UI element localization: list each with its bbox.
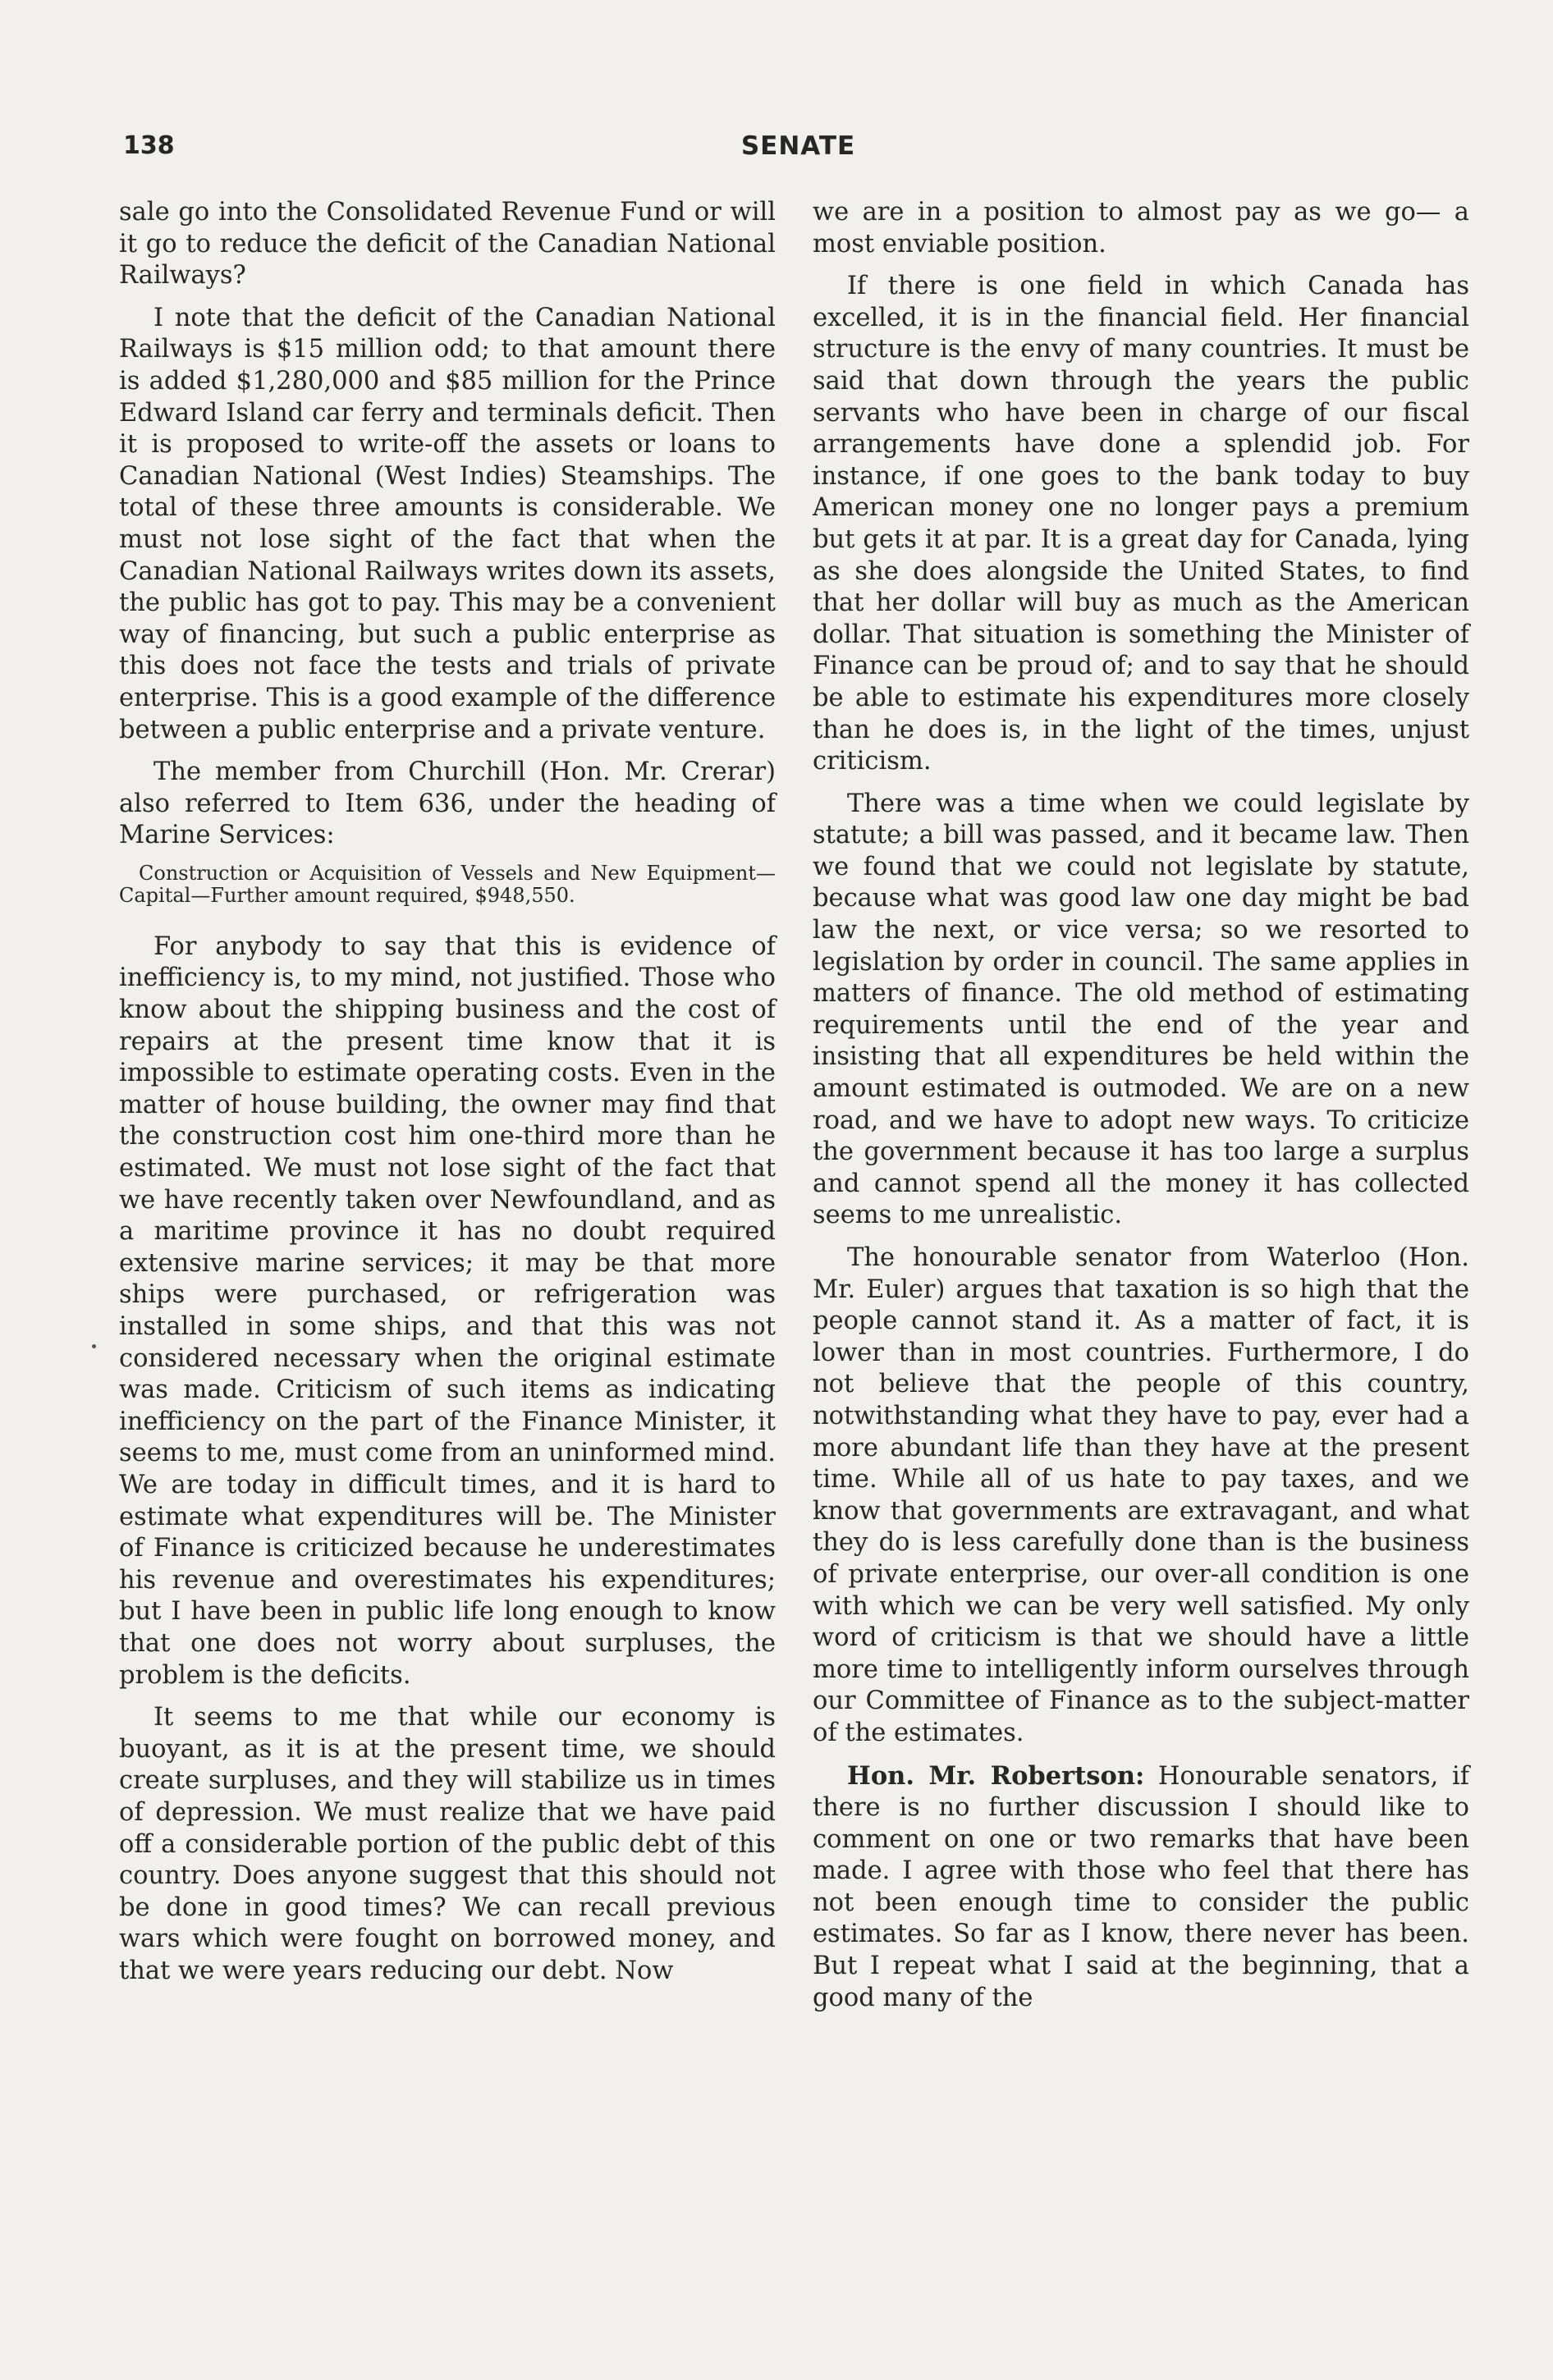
margin-mark: [92, 1344, 96, 1348]
speaker-paragraph: [813, 1760, 1469, 2015]
paragraph: It seems to me that while our economy is buoyant, as it is at the present time, we should create surpluses, and they will stabilize us in times of depression. We must realize that we have paid off a considerable portion of the public debt of this country. Does anyone suggest that this should not be done in good times? We can recall previous wars which were fought on borrowed money, and that we were years reducing our debt. Now: [119, 1703, 776, 1985]
speech-text: Honourable senators, if there is no further discussion I should like to comment on one or two remarks that have been made. I agree with those who feel that there has not been enough time to consider the public estimates. So far as I know, there never has been. But I repeat what I said at the beginning, that a good many of the: [813, 1761, 1470, 2012]
page-number: 138: [123, 131, 175, 160]
paragraph: If there is one field in which Canada has excelled, it is in the financial field. Her financial structure is the envy of many countries. It must be said that down through the years the public servants who have been in charge of our fiscal arrangements have done a splendid job. For instance, if one goes to the bank today to buy American money one no longer pays a premium but gets it at par. It is a great day for Canada, lying as she does alongside the United States, to find that her dollar will buy as much as the American dollar. That situation is something the Minister of Finance can be proud of; and to say that he should be able to estimate his expenditures more closely than he does is, in the light of the times, unjust criticism.: [813, 272, 1469, 776]
paragraph: The member from Churchill (Hon. Mr. Crerar) also referred to Item 636, under the heading of Marine Services:: [119, 757, 776, 850]
estimate-item-quote: Construction or Acquisition of Vessels and New Equipment—Capital—Further amount required, $948,550.: [119, 861, 776, 907]
paragraph: The honourable senator from Waterloo (Hon. Mr. Euler) argues that taxation is so high that the people cannot stand it. As a matter of fact, it is lower than in most countries. Furthermore, I do not believe that the people of this country, notwithstanding what they have to pay, ever had a more abundant life than they have at the present time. While all of us hate to pay taxes, and we know that governments are extravagant, and what they do is less carefully done than is the business of private enterprise, our over-all condition is one with which we can be very well satisfied. My only word of criticism is that we should have a little more time to intelligently inform ourselves through our Committee of Finance as to the subject-matter of the estimates.: [813, 1243, 1469, 1747]
paragraph: For anybody to say that this is evidence of inefficiency is, to my mind, not justified. Those who know about the shipping business and the cost of repairs at the present time know that it is impossible to estimate operating costs. Even in the matter of house building, the owner may find that the construction cost him one-third more than he estimated. We must not lose sight of the fact that we have recently taken over Newfoundland, and as a maritime province it has no doubt required extensive marine services; it may be that more ships were purchased, or refrigeration was installed in some ships, and that this was not considered necessary when the original estimate was made. Criticism of such items as indicating inefficiency on the part of the Finance Minister, it seems to me, must come from an uninformed mind. We are today in difficult times, and it is hard to estimate what expenditures will be. The Minister of Finance is criticized because he underestimates his revenue and overestimates his expenditures; but I have been in public life long enough to know that one does not worry about surpluses, the problem is the deficits.: [119, 931, 776, 1690]
page-header: [123, 131, 1473, 167]
speaker-name: Hon. Mr. Robertson:: [847, 1760, 1145, 1791]
paragraph-continued: we are in a position to almost pay as we go— a most enviable position.: [813, 198, 1469, 259]
running-head: SENATE: [740, 131, 856, 161]
paragraph: I note that the deficit of the Canadian National Railways is $15 million odd; to that amount there is added $1,280,000 and $85 million for the Prince Edward Island car ferry and terminals deficit. Then it is proposed to write-off the assets or loans to Canadian National (West Indies) Steamships. The total of these three amounts is considerable. We must not lose sight of the fact that when the Canadian National Railways writes down its assets, the public has got to pay. This may be a convenient way of financing, but such a public enterprise as this does not face the tests and trials of private enterprise. This is a good example of the difference between a public enterprise and a private venture.: [119, 303, 776, 744]
left-column: [119, 197, 776, 1998]
right-column: [813, 197, 1469, 2025]
paragraph: There was a time when we could legislate by statute; a bill was passed, and it became law. Then we found that we could not legislate by statute, because what was good law one day might be bad law the next, or vice versa; so we resorted to legislation by order in council. The same applies in matters of finance. The old method of estimating requirements until the end of the year and insisting that all expenditures be held within the amount estimated is outmoded. We are on a new road, and we have to adopt new ways. To criticize the government because it has too large a surplus and cannot spend all the money it has collected seems to me unrealistic.: [813, 789, 1469, 1230]
paragraph-continued: sale go into the Consolidated Revenue Fund or will it go to reduce the deficit of the Canadian National Railways?: [119, 198, 776, 291]
